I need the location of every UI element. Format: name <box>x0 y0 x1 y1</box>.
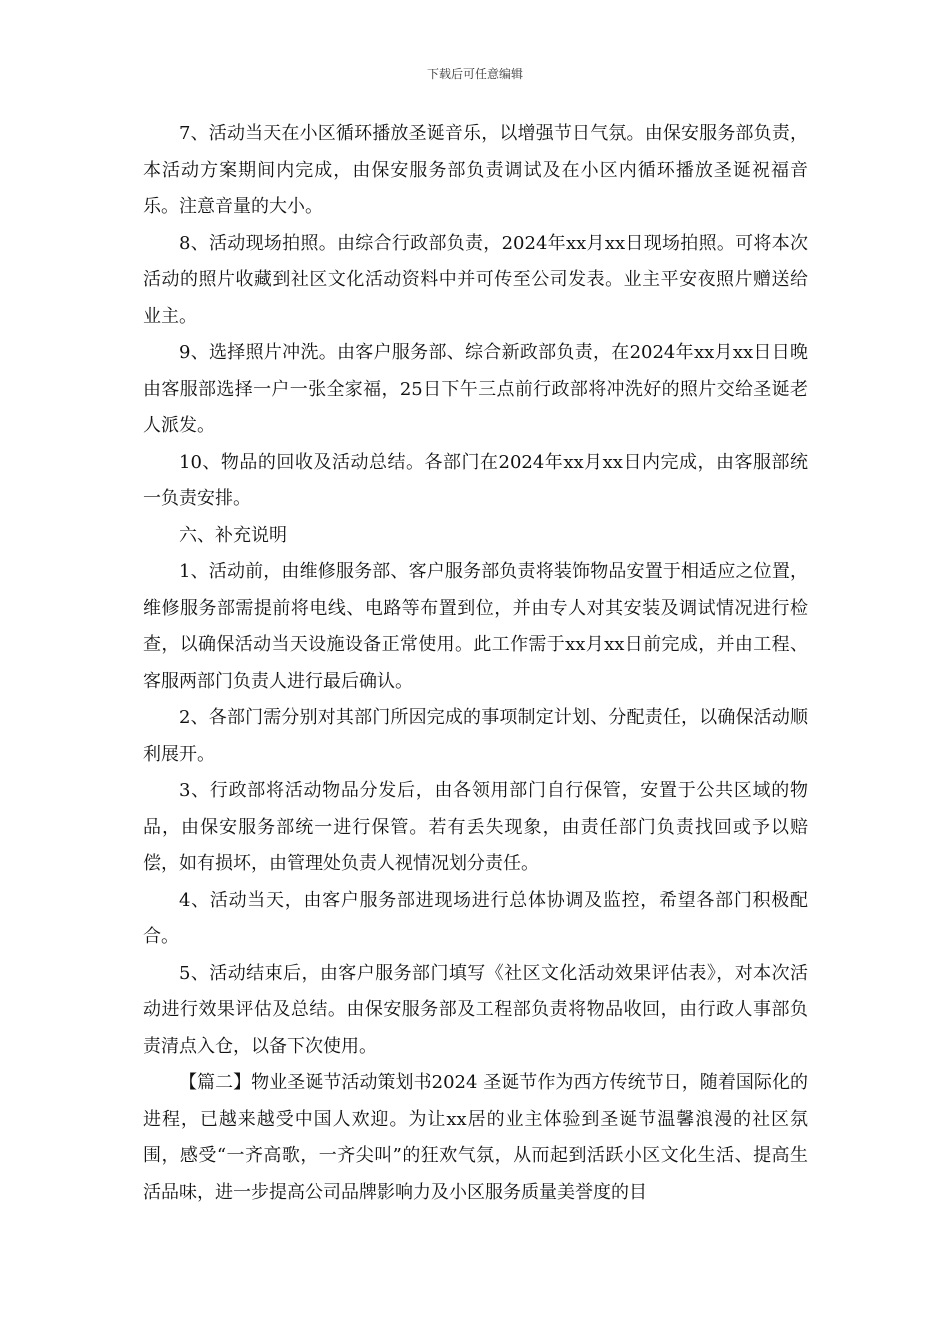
paragraph-item-10: 10、物品的回收及活动总结。各部门在2024年xx月xx日内完成，由客服部统一负责安排。 <box>143 451 808 509</box>
page-header: 下载后可任意编辑 <box>426 67 523 81</box>
document-body <box>143 116 808 1211</box>
paragraph-supplement-2: 2、各部门需分别对其部门所因完成的事项制定计划、分配责任，以确保活动顺利展开。 <box>143 707 808 765</box>
paragraph-part-two-intro: 【篇二】物业圣诞节活动策划书2024 圣诞节作为西方传统节日，随着国际化的进程，已越来越受中国人欢迎。为让xx居的业主体验到圣诞节温馨浪漫的社区氛围，感受“一齐高歌，一齐尖叫”的狂欢气氛，从而起到活跃小区文化生活、提高生活品味，进一步提高公司品牌影响力及小区服务质量美誉度的目 <box>143 1072 808 1203</box>
section-heading-supplement: 六、补充说明 <box>179 524 287 546</box>
paragraph-supplement-1: 1、活动前，由维修服务部、客户服务部负责将装饰物品安置于相适应之位置，维修服务部需提前将电线、电路等布置到位，并由专人对其安装及调试情况进行检查，以确保活动当天设施设备正常使用。此工作需于xx月xx日前完成，并由工程、客服两部门负责人进行最后确认。 <box>143 561 808 692</box>
paragraph-item-7: 7、活动当天在小区循环播放圣诞音乐，以增强节日气氛。由保安服务部负责，本活动方案期间内完成，由保安服务部负责调试及在小区内循环播放圣诞祝福音乐。注意音量的大小。 <box>143 123 808 217</box>
paragraph-item-9: 9、选择照片冲洗。由客户服务部、综合新政部负责，在2024年xx月xx日日晚由客服部选择一户一张全家福，25日下午三点前行政部将冲洗好的照片交给圣诞老人派发。 <box>143 342 808 436</box>
paragraph-supplement-3: 3、行政部将活动物品分发后，由各领用部门自行保管，安置于公共区域的物品，由保安服务部统一进行保管。若有丢失现象，由责任部门负责找回或予以赔偿，如有损坏，由管理处负责人视情况划分责任。 <box>143 780 808 874</box>
paragraph-supplement-5: 5、活动结束后，由客户服务部门填写《社区文化活动效果评估表》，对本次活动进行效果评估及总结。由保安服务部及工程部负责将物品收回，由行政人事部负责清点入仓，以备下次使用。 <box>143 962 808 1057</box>
paragraph-supplement-4: 4、活动当天，由客户服务部进现场进行总体协调及监控，希望各部门积极配合。 <box>143 889 808 947</box>
paragraph-item-8: 8、活动现场拍照。由综合行政部负责，2024年xx月xx日现场拍照。可将本次活动的照片收藏到社区文化活动资料中并可传至公司发表。业主平安夜照片赠送给业主。 <box>143 232 808 327</box>
